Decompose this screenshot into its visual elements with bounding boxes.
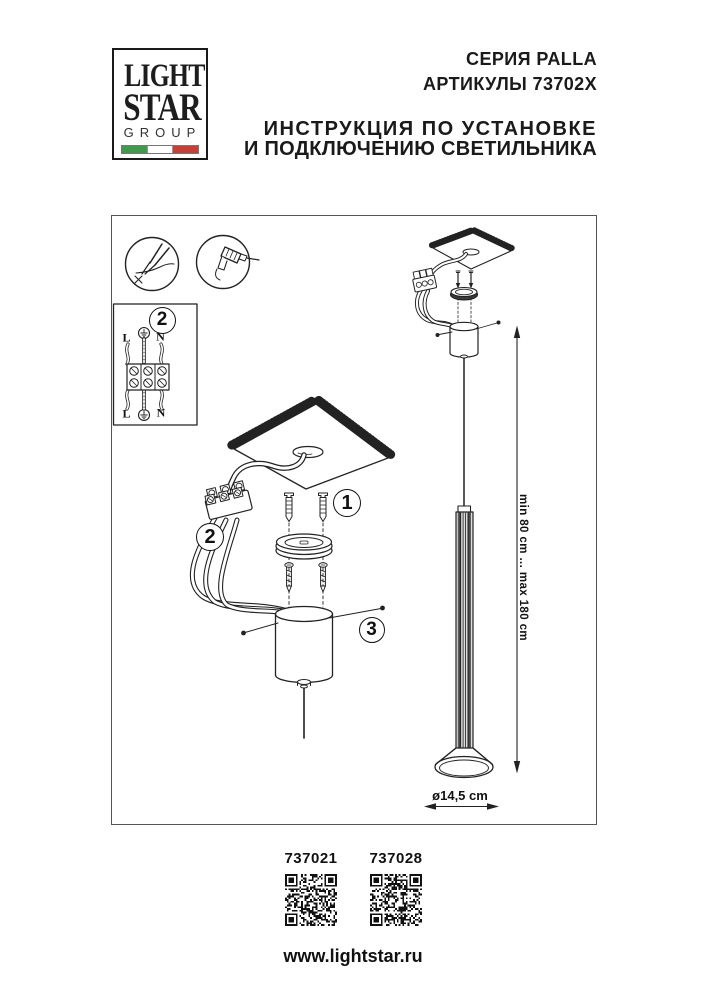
neutral-label-top: N — [156, 329, 165, 344]
terminal-block — [203, 480, 253, 520]
diameter-dimension-line — [424, 803, 499, 809]
instruction-line-2: И ПОДКЛЮЧЕНИЮ СВЕТИЛЬНИКА — [243, 137, 597, 160]
step-2-badge-wiring: 2 — [149, 307, 176, 334]
flag-white-segment — [148, 146, 174, 153]
mounting-ring-small — [451, 288, 478, 301]
diameter-label: ø14,5 cm — [432, 788, 488, 803]
articles-title: АРТИКУЛЫ 73702X — [423, 74, 597, 94]
canopy-small — [450, 322, 478, 358]
mounting-ring — [276, 534, 332, 559]
step-3-badge: 3 — [359, 617, 385, 643]
live-label-bottom: L — [122, 406, 131, 420]
exploded-assembly-view — [192, 400, 390, 738]
product-code-1: 737021 — [284, 850, 338, 867]
product-qr-2 — [351, 850, 441, 931]
product-code-2: 737028 — [369, 850, 423, 867]
neutral-label-bottom: N — [156, 405, 166, 420]
flag-red-segment — [173, 146, 198, 153]
flag-green-segment — [122, 146, 148, 153]
instruction-title — [244, 120, 597, 159]
wire-stripper-icon — [126, 238, 179, 291]
mounting-screw-small — [456, 271, 460, 289]
mounting-screw-small — [469, 271, 473, 289]
logo-word-star: STAR — [123, 86, 201, 129]
logo-word-light: LIGHT — [124, 58, 205, 94]
live-label-top: L — [122, 330, 131, 345]
drill-icon — [197, 236, 260, 289]
pendant-tube — [456, 506, 473, 749]
series-title: СЕРИЯ PALLA — [466, 49, 597, 69]
wall-anchor — [285, 493, 294, 522]
product-qr-1 — [266, 850, 356, 931]
mounting-screw — [285, 563, 293, 592]
website-url: www.lightstar.ru — [283, 946, 423, 966]
instruction-line-1: ИНСТРУКЦИЯ ПО УСТАНОВКЕ — [263, 118, 597, 140]
logo-word-group: GROUP — [123, 125, 202, 140]
mounting-screw — [319, 563, 327, 592]
qr-code-737028 — [370, 874, 422, 926]
series-header — [423, 47, 597, 97]
italian-flag-bar — [121, 145, 199, 154]
ceiling-canopy — [276, 607, 333, 739]
step-1-badge: 1 — [333, 489, 361, 517]
wall-anchor — [319, 493, 328, 522]
lightstar-logo — [112, 48, 208, 160]
assembled-lamp-view — [411, 230, 520, 810]
cone-shade — [435, 748, 493, 778]
height-range-label: min 80 cm ... max 180 cm — [517, 494, 529, 642]
qr-code-737021 — [285, 874, 337, 926]
step-2-badge: 2 — [196, 523, 224, 551]
